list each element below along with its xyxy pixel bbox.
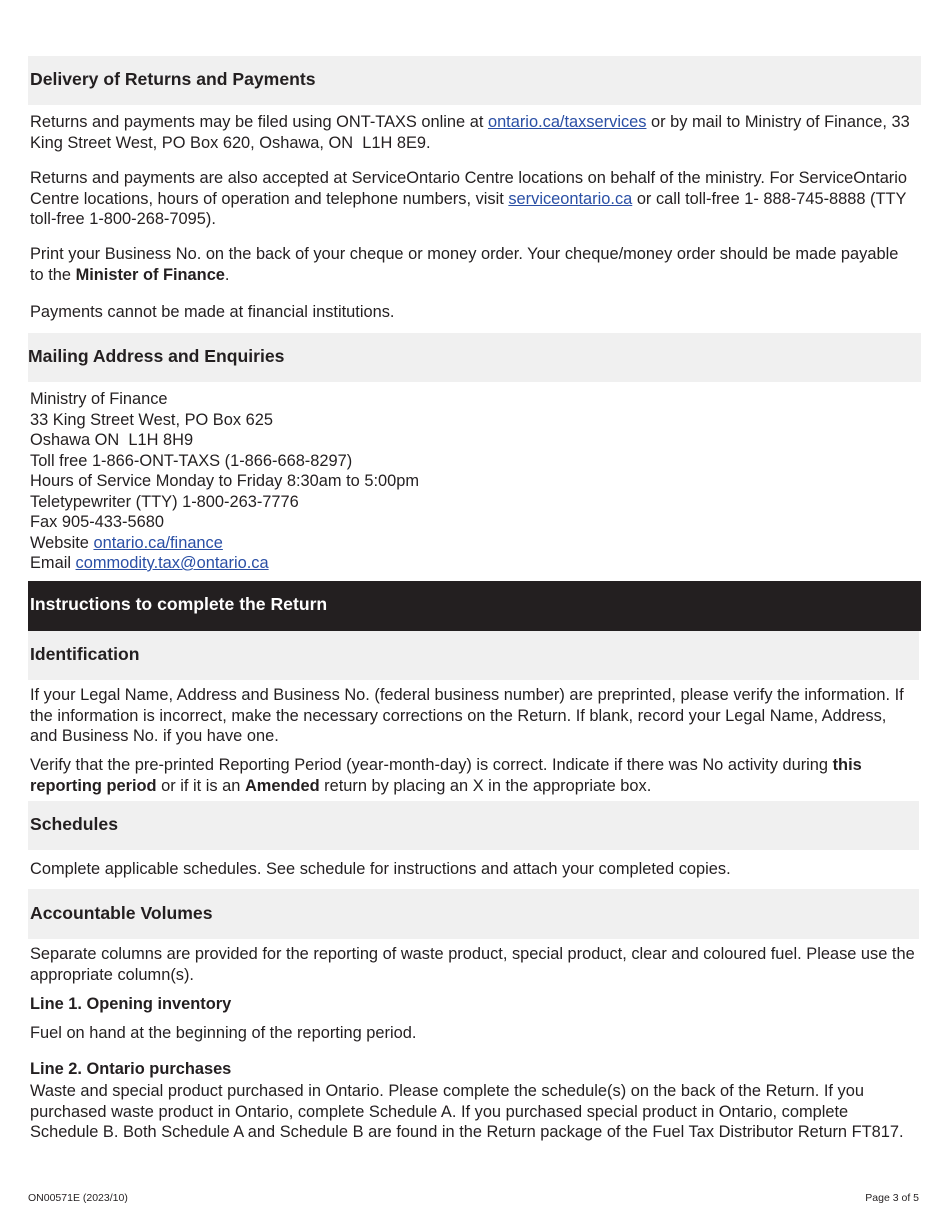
identification-heading: Identification: [30, 644, 140, 664]
serviceontario-link[interactable]: serviceontario.ca: [508, 189, 633, 208]
address-line-city: Oshawa ON L1H 8H9: [30, 431, 194, 449]
finance-website-link[interactable]: ontario.ca/finance: [93, 533, 223, 552]
delivery-paragraph-2: [30, 168, 916, 230]
delivery-p1-text-after: or by mail to Ministry of Finance, 33 King Street West, PO Box 620, Oshawa, ON L1H 8E9.: [30, 113, 910, 152]
delivery-p3-text: Print your Business No. on the back of your cheque or money order. Your cheque/money order should be made payable to the: [30, 245, 899, 284]
address-line-street: 33 King Street West, PO Box 625: [30, 410, 273, 429]
volumes-paragraph: Separate columns are provided for the reporting of waste product, special product, clear and coloured fuel. Please use the appropriate column(s).: [30, 945, 915, 984]
mailing-address-block: [30, 389, 419, 574]
identification-p2-text: Verify that the pre-printed Reporting Period (year-month-day) is correct. Indicate if there was No activity during: [30, 756, 833, 774]
address-line-fax: Fax 905-433-5680: [30, 513, 164, 531]
line2-title: Line 2. Ontario purchases: [30, 1060, 232, 1078]
delivery-paragraph-3: [30, 244, 916, 285]
delivery-heading: Delivery of Returns and Payments: [30, 69, 316, 89]
instructions-heading: Instructions to complete the Return: [30, 594, 328, 614]
address-line-tollfree: Toll free 1-866-ONT-TAXS (1-866-668-8297): [30, 451, 353, 470]
delivery-p2-text: Returns and payments are also accepted at ServiceOntario Centre locations on behalf of the ministry. For ServiceOntario Centre locations, hours of operation and telephone numbers, visit: [30, 169, 908, 208]
identification-paragraph-1: If your Legal Name, Address and Business No. (federal business number) are preprinted, please verify the information. If the information is incorrect, make the necessary corrections on the Return. If blank, record your Legal Name, Address, and Business No. if you have one.: [30, 686, 904, 745]
form-code: ON00571E (2023/10): [28, 1192, 128, 1204]
line1-title: Line 1. Opening inventory: [30, 995, 232, 1013]
address-line-tty: Teletypewriter (TTY) 1-800-263-7776: [30, 492, 299, 511]
address-line-ministry: Ministry of Finance: [30, 390, 168, 408]
line1-text: Fuel on hand at the beginning of the reporting period.: [30, 1024, 417, 1042]
mailing-heading: Mailing Address and Enquiries: [28, 346, 285, 366]
delivery-paragraph-1: [30, 112, 916, 153]
address-line-hours: Hours of Service Monday to Friday 8:30am to 5:00pm: [30, 472, 420, 490]
delivery-p2-text-after: or call toll-free 1- 888-745-8888 (TTY toll-free 1-800-268-7095).: [30, 189, 907, 228]
delivery-paragraph-4: Payments cannot be made at financial institutions.: [30, 303, 395, 321]
email-link[interactable]: commodity.tax@ontario.ca: [75, 554, 269, 572]
amended-bold: Amended: [244, 776, 320, 795]
line2-text: Waste and special product purchased in Ontario. Please complete the schedule(s) on the back of the Return. If you purchased waste product in Ontario, complete Schedule A. If you purchased special product in Ontario, complete Schedule B. Both Schedule A and Schedule B are found in the Return package of the Fuel Tax Distributor Return FT817.: [30, 1082, 904, 1141]
schedules-paragraph: Complete applicable schedules. See schedule for instructions and attach your completed copies.: [30, 860, 731, 878]
section-header-identification: [28, 631, 919, 680]
address-line-website: [30, 533, 419, 554]
volumes-heading: Accountable Volumes: [30, 903, 213, 923]
section-header-schedules: [28, 801, 919, 850]
minister-of-finance-bold: Minister of Finance: [75, 265, 225, 284]
page-number: Page 3 of 5: [865, 1192, 919, 1204]
identification-p2-text-mid: or if it is an: [156, 776, 245, 795]
this-reporting-period-bold: this reporting period: [30, 756, 862, 795]
address-line-email: [30, 553, 419, 574]
delivery-p3-text-after: .: [224, 265, 230, 284]
taxservices-link[interactable]: ontario.ca/taxservices: [487, 113, 647, 131]
schedules-heading: Schedules: [30, 814, 119, 834]
identification-paragraph-2: [30, 755, 916, 796]
delivery-p1-text: Returns and payments may be filed using ONT-TAXS online at: [30, 113, 488, 131]
website-label: Website: [30, 533, 94, 552]
email-label: Email: [30, 554, 76, 572]
identification-p2-text-after: return by placing an X in the appropriate box.: [319, 776, 652, 795]
